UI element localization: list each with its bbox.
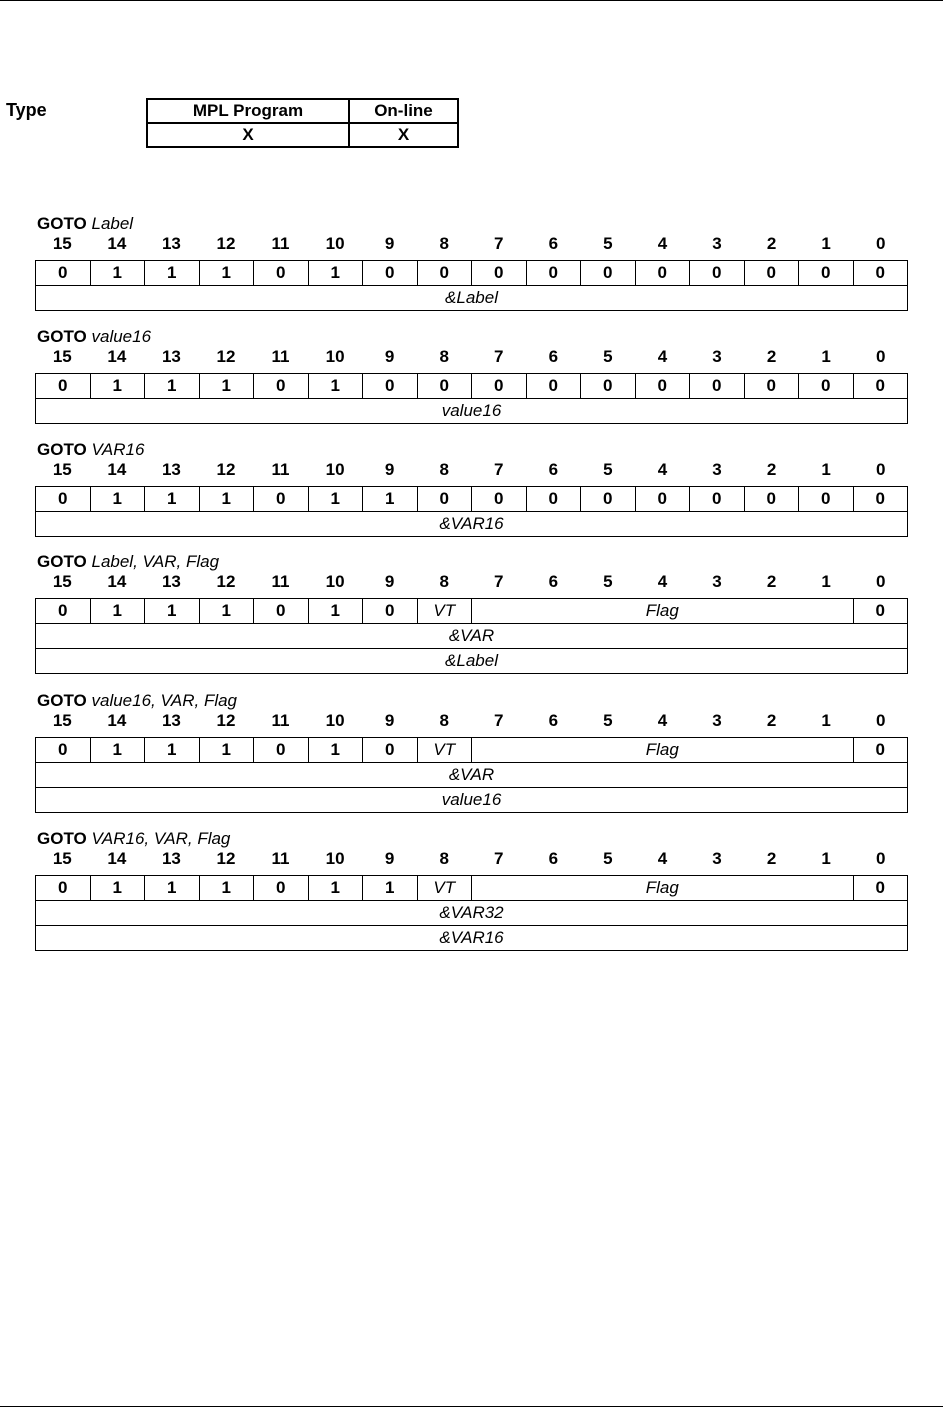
bit-number: 8 xyxy=(439,849,449,868)
bit-cell: 0 xyxy=(853,261,908,286)
bit-number: 4 xyxy=(657,347,668,366)
bit-number: 6 xyxy=(548,460,559,479)
bit-cell: 0 xyxy=(799,487,854,512)
bit-cell: 0 xyxy=(635,487,690,512)
operand-word: &VAR16 xyxy=(36,926,908,951)
bit-cell: 0 xyxy=(853,599,908,624)
bit-number-header xyxy=(35,711,908,731)
bit-number: 0 xyxy=(875,711,886,730)
bit-number-header xyxy=(35,234,908,254)
operand-word: &Label xyxy=(36,649,908,674)
bit-cell: 0 xyxy=(363,599,418,624)
bit-cell: 0 xyxy=(363,261,418,286)
bit-number: 14 xyxy=(107,234,127,253)
format-keyword: GOTO xyxy=(37,214,87,233)
bit-number: 9 xyxy=(384,572,395,591)
format-title xyxy=(37,552,219,572)
bit-number-header xyxy=(35,849,908,869)
bit-cell: 0 xyxy=(36,599,91,624)
bit-cell: 0 xyxy=(472,487,527,512)
bit-cell: 0 xyxy=(853,487,908,512)
bit-number: 4 xyxy=(657,711,668,730)
bit-number: 8 xyxy=(439,460,449,479)
bit-number: 12 xyxy=(216,347,236,366)
bit-number: 3 xyxy=(712,460,722,479)
operand-word: &VAR xyxy=(36,624,908,649)
bit-cell: 1 xyxy=(199,487,254,512)
bit-number: 14 xyxy=(107,347,127,366)
bit-cell: 0 xyxy=(690,261,745,286)
bit-number: 8 xyxy=(439,711,449,730)
bit-cell: 1 xyxy=(90,738,145,763)
type-table xyxy=(146,98,459,148)
bit-cell: 0 xyxy=(363,374,418,399)
bit-cell: 0 xyxy=(635,374,690,399)
bit-cell: 1 xyxy=(199,738,254,763)
bit-number: 2 xyxy=(766,711,777,730)
bit-cell: 0 xyxy=(36,261,91,286)
bit-cell: 0 xyxy=(254,876,309,901)
bit-cell: 1 xyxy=(308,599,363,624)
bit-number: 11 xyxy=(271,711,290,730)
bit-cell: 1 xyxy=(90,261,145,286)
bit-cell: 0 xyxy=(254,261,309,286)
bit-number: 1 xyxy=(821,711,831,730)
bit-number: 7 xyxy=(494,572,504,591)
bit-number: 9 xyxy=(384,234,395,253)
bit-number: 12 xyxy=(216,460,236,479)
operand-word: &VAR32 xyxy=(36,901,908,926)
bit-cell: 0 xyxy=(799,261,854,286)
bit-number: 15 xyxy=(52,234,72,253)
bit-number: 10 xyxy=(325,460,345,479)
opcode-word-table xyxy=(35,598,908,674)
bit-cell: 1 xyxy=(145,487,200,512)
bit-number: 0 xyxy=(875,347,886,366)
opcode-word-table xyxy=(35,737,908,813)
bit-cell: 0 xyxy=(581,374,636,399)
vt-field: VT xyxy=(417,738,472,763)
bit-number: 0 xyxy=(875,849,886,868)
bit-number: 0 xyxy=(875,234,886,253)
operand-word: value16 xyxy=(36,399,908,424)
bit-cell: 1 xyxy=(199,374,254,399)
flag-field: Flag xyxy=(472,738,854,763)
vt-field: VT xyxy=(417,599,472,624)
bit-cell: 0 xyxy=(744,374,799,399)
bit-number: 14 xyxy=(107,572,127,591)
bit-number: 10 xyxy=(325,572,345,591)
flag-field: Flag xyxy=(472,876,854,901)
bit-number: 13 xyxy=(161,347,181,366)
type-value-on-line: X xyxy=(349,123,458,147)
bit-number: 2 xyxy=(766,347,777,366)
type-header-mpl-program: MPL Program xyxy=(147,99,349,123)
bit-number: 1 xyxy=(821,234,831,253)
format-keyword: GOTO xyxy=(37,829,87,848)
opcode-word-table xyxy=(35,260,908,311)
bit-number: 4 xyxy=(657,460,668,479)
bit-number: 8 xyxy=(439,572,449,591)
bit-cell: 0 xyxy=(417,374,472,399)
bit-cell: 0 xyxy=(363,738,418,763)
type-label: Type xyxy=(6,100,47,120)
format-title xyxy=(37,327,151,347)
bit-cell: 1 xyxy=(145,261,200,286)
bit-number: 6 xyxy=(548,234,559,253)
bit-number: 13 xyxy=(161,460,181,479)
bit-number: 3 xyxy=(712,234,722,253)
operand-word: &VAR xyxy=(36,763,908,788)
bit-number: 12 xyxy=(216,711,236,730)
bit-number: 3 xyxy=(712,347,722,366)
bit-cell: 0 xyxy=(526,261,581,286)
format-operands: value16, VAR, Flag xyxy=(91,691,238,710)
bit-number: 11 xyxy=(271,849,290,868)
bit-number: 11 xyxy=(271,460,290,479)
bit-cell: 0 xyxy=(690,374,745,399)
bit-cell: 0 xyxy=(744,487,799,512)
bit-number: 8 xyxy=(439,347,449,366)
bit-number: 10 xyxy=(325,711,345,730)
bit-number: 10 xyxy=(325,234,345,253)
format-operands: VAR16, VAR, Flag xyxy=(91,829,231,848)
bit-number: 9 xyxy=(384,347,395,366)
flag-field: Flag xyxy=(472,599,854,624)
bit-number: 6 xyxy=(548,347,559,366)
format-title xyxy=(37,214,133,234)
bit-number: 4 xyxy=(657,572,668,591)
bit-cell: 0 xyxy=(36,738,91,763)
bit-number: 0 xyxy=(875,572,886,591)
bit-number: 2 xyxy=(766,572,777,591)
bit-cell: 0 xyxy=(254,599,309,624)
bit-number: 5 xyxy=(603,460,613,479)
bit-number-header xyxy=(35,347,908,367)
bit-cell: 0 xyxy=(799,374,854,399)
format-operands: Label xyxy=(91,214,134,233)
bit-number: 1 xyxy=(821,460,831,479)
bit-cell: 1 xyxy=(90,599,145,624)
bit-cell: 0 xyxy=(853,876,908,901)
bit-cell: 0 xyxy=(417,261,472,286)
bit-cell: 0 xyxy=(526,487,581,512)
bit-number: 5 xyxy=(603,347,613,366)
bit-cell: 0 xyxy=(472,374,527,399)
format-operands: Label, VAR, Flag xyxy=(91,552,220,571)
bit-number: 14 xyxy=(107,711,127,730)
bit-cell: 0 xyxy=(581,487,636,512)
bit-number: 7 xyxy=(494,234,504,253)
bit-cell: 0 xyxy=(744,261,799,286)
bit-cell: 0 xyxy=(254,487,309,512)
bit-cell: 0 xyxy=(581,261,636,286)
type-value-mpl-program: X xyxy=(147,123,349,147)
bit-cell: 1 xyxy=(199,599,254,624)
bit-number: 10 xyxy=(325,849,345,868)
format-keyword: GOTO xyxy=(37,440,87,459)
bit-number: 1 xyxy=(821,849,831,868)
bit-number: 3 xyxy=(712,711,722,730)
format-operands: VAR16 xyxy=(91,440,145,459)
bit-number: 2 xyxy=(766,460,777,479)
bit-cell: 1 xyxy=(363,876,418,901)
bit-cell: 1 xyxy=(145,374,200,399)
bit-number: 13 xyxy=(161,849,181,868)
bit-number: 5 xyxy=(603,849,613,868)
bit-number: 4 xyxy=(657,234,668,253)
format-keyword: GOTO xyxy=(37,552,87,571)
bit-number: 12 xyxy=(216,572,236,591)
operand-word: value16 xyxy=(36,788,908,813)
type-header-on-line: On-line xyxy=(349,99,458,123)
operand-word: &Label xyxy=(36,286,908,311)
bit-number: 15 xyxy=(52,460,72,479)
bit-cell: 0 xyxy=(254,738,309,763)
bit-number: 11 xyxy=(271,572,290,591)
bit-number: 15 xyxy=(52,849,72,868)
bit-number: 14 xyxy=(107,849,127,868)
bit-cell: 1 xyxy=(90,487,145,512)
bit-cell: 0 xyxy=(417,487,472,512)
bit-number: 9 xyxy=(384,711,395,730)
bit-number: 9 xyxy=(384,460,395,479)
format-keyword: GOTO xyxy=(37,691,87,710)
bit-number-header xyxy=(35,460,908,480)
bit-number: 5 xyxy=(603,711,613,730)
bit-number: 1 xyxy=(821,572,831,591)
bit-number: 1 xyxy=(821,347,831,366)
bit-number: 14 xyxy=(107,460,127,479)
bit-cell: 0 xyxy=(526,374,581,399)
bit-cell: 0 xyxy=(853,374,908,399)
bit-cell: 0 xyxy=(690,487,745,512)
bit-number: 13 xyxy=(161,572,181,591)
bit-cell: 1 xyxy=(90,374,145,399)
bit-number: 15 xyxy=(52,347,72,366)
bit-number: 5 xyxy=(603,572,613,591)
bit-number: 7 xyxy=(494,711,504,730)
bit-number: 6 xyxy=(548,711,559,730)
bit-cell: 1 xyxy=(363,487,418,512)
bit-cell: 1 xyxy=(90,876,145,901)
bit-number-header xyxy=(35,572,908,592)
bit-cell: 1 xyxy=(308,487,363,512)
bit-cell: 0 xyxy=(635,261,690,286)
bit-number: 11 xyxy=(271,234,290,253)
bit-number: 4 xyxy=(657,849,668,868)
format-title xyxy=(37,829,230,849)
bit-number: 6 xyxy=(548,572,559,591)
operand-word: &VAR16 xyxy=(36,512,908,537)
bit-cell: 0 xyxy=(853,738,908,763)
bit-number: 2 xyxy=(766,234,777,253)
bit-cell: 1 xyxy=(145,738,200,763)
bit-number: 11 xyxy=(271,347,290,366)
bit-cell: 1 xyxy=(199,876,254,901)
bit-number: 2 xyxy=(766,849,777,868)
format-title xyxy=(37,691,237,711)
bit-number: 8 xyxy=(439,234,449,253)
opcode-word-table xyxy=(35,486,908,537)
bit-cell: 0 xyxy=(36,876,91,901)
format-title xyxy=(37,440,144,460)
bit-number: 15 xyxy=(52,572,72,591)
bit-cell: 1 xyxy=(308,374,363,399)
bit-number: 3 xyxy=(712,572,722,591)
bit-cell: 1 xyxy=(145,599,200,624)
bit-number: 10 xyxy=(325,347,345,366)
bit-cell: 1 xyxy=(308,738,363,763)
bit-cell: 0 xyxy=(36,487,91,512)
opcode-word-table xyxy=(35,875,908,951)
bit-number: 6 xyxy=(548,849,559,868)
bit-number: 0 xyxy=(875,460,886,479)
bit-number: 12 xyxy=(216,849,236,868)
bit-cell: 1 xyxy=(308,876,363,901)
vt-field: VT xyxy=(417,876,472,901)
format-operands: value16 xyxy=(91,327,152,346)
bit-number: 7 xyxy=(494,347,504,366)
opcode-word-table xyxy=(35,373,908,424)
bit-number: 9 xyxy=(384,849,395,868)
bit-cell: 0 xyxy=(472,261,527,286)
bit-number: 7 xyxy=(494,460,504,479)
bit-cell: 0 xyxy=(36,374,91,399)
bit-cell: 1 xyxy=(308,261,363,286)
format-keyword: GOTO xyxy=(37,327,87,346)
bit-number: 5 xyxy=(603,234,613,253)
bit-cell: 1 xyxy=(145,876,200,901)
bit-cell: 1 xyxy=(199,261,254,286)
bit-number: 15 xyxy=(52,711,72,730)
bit-number: 13 xyxy=(161,234,181,253)
bit-number: 13 xyxy=(161,711,181,730)
bit-number: 3 xyxy=(712,849,722,868)
bottom-rule xyxy=(0,1406,943,1407)
top-rule xyxy=(0,0,943,1)
bit-number: 12 xyxy=(216,234,236,253)
bit-number: 7 xyxy=(494,849,504,868)
bit-cell: 0 xyxy=(254,374,309,399)
